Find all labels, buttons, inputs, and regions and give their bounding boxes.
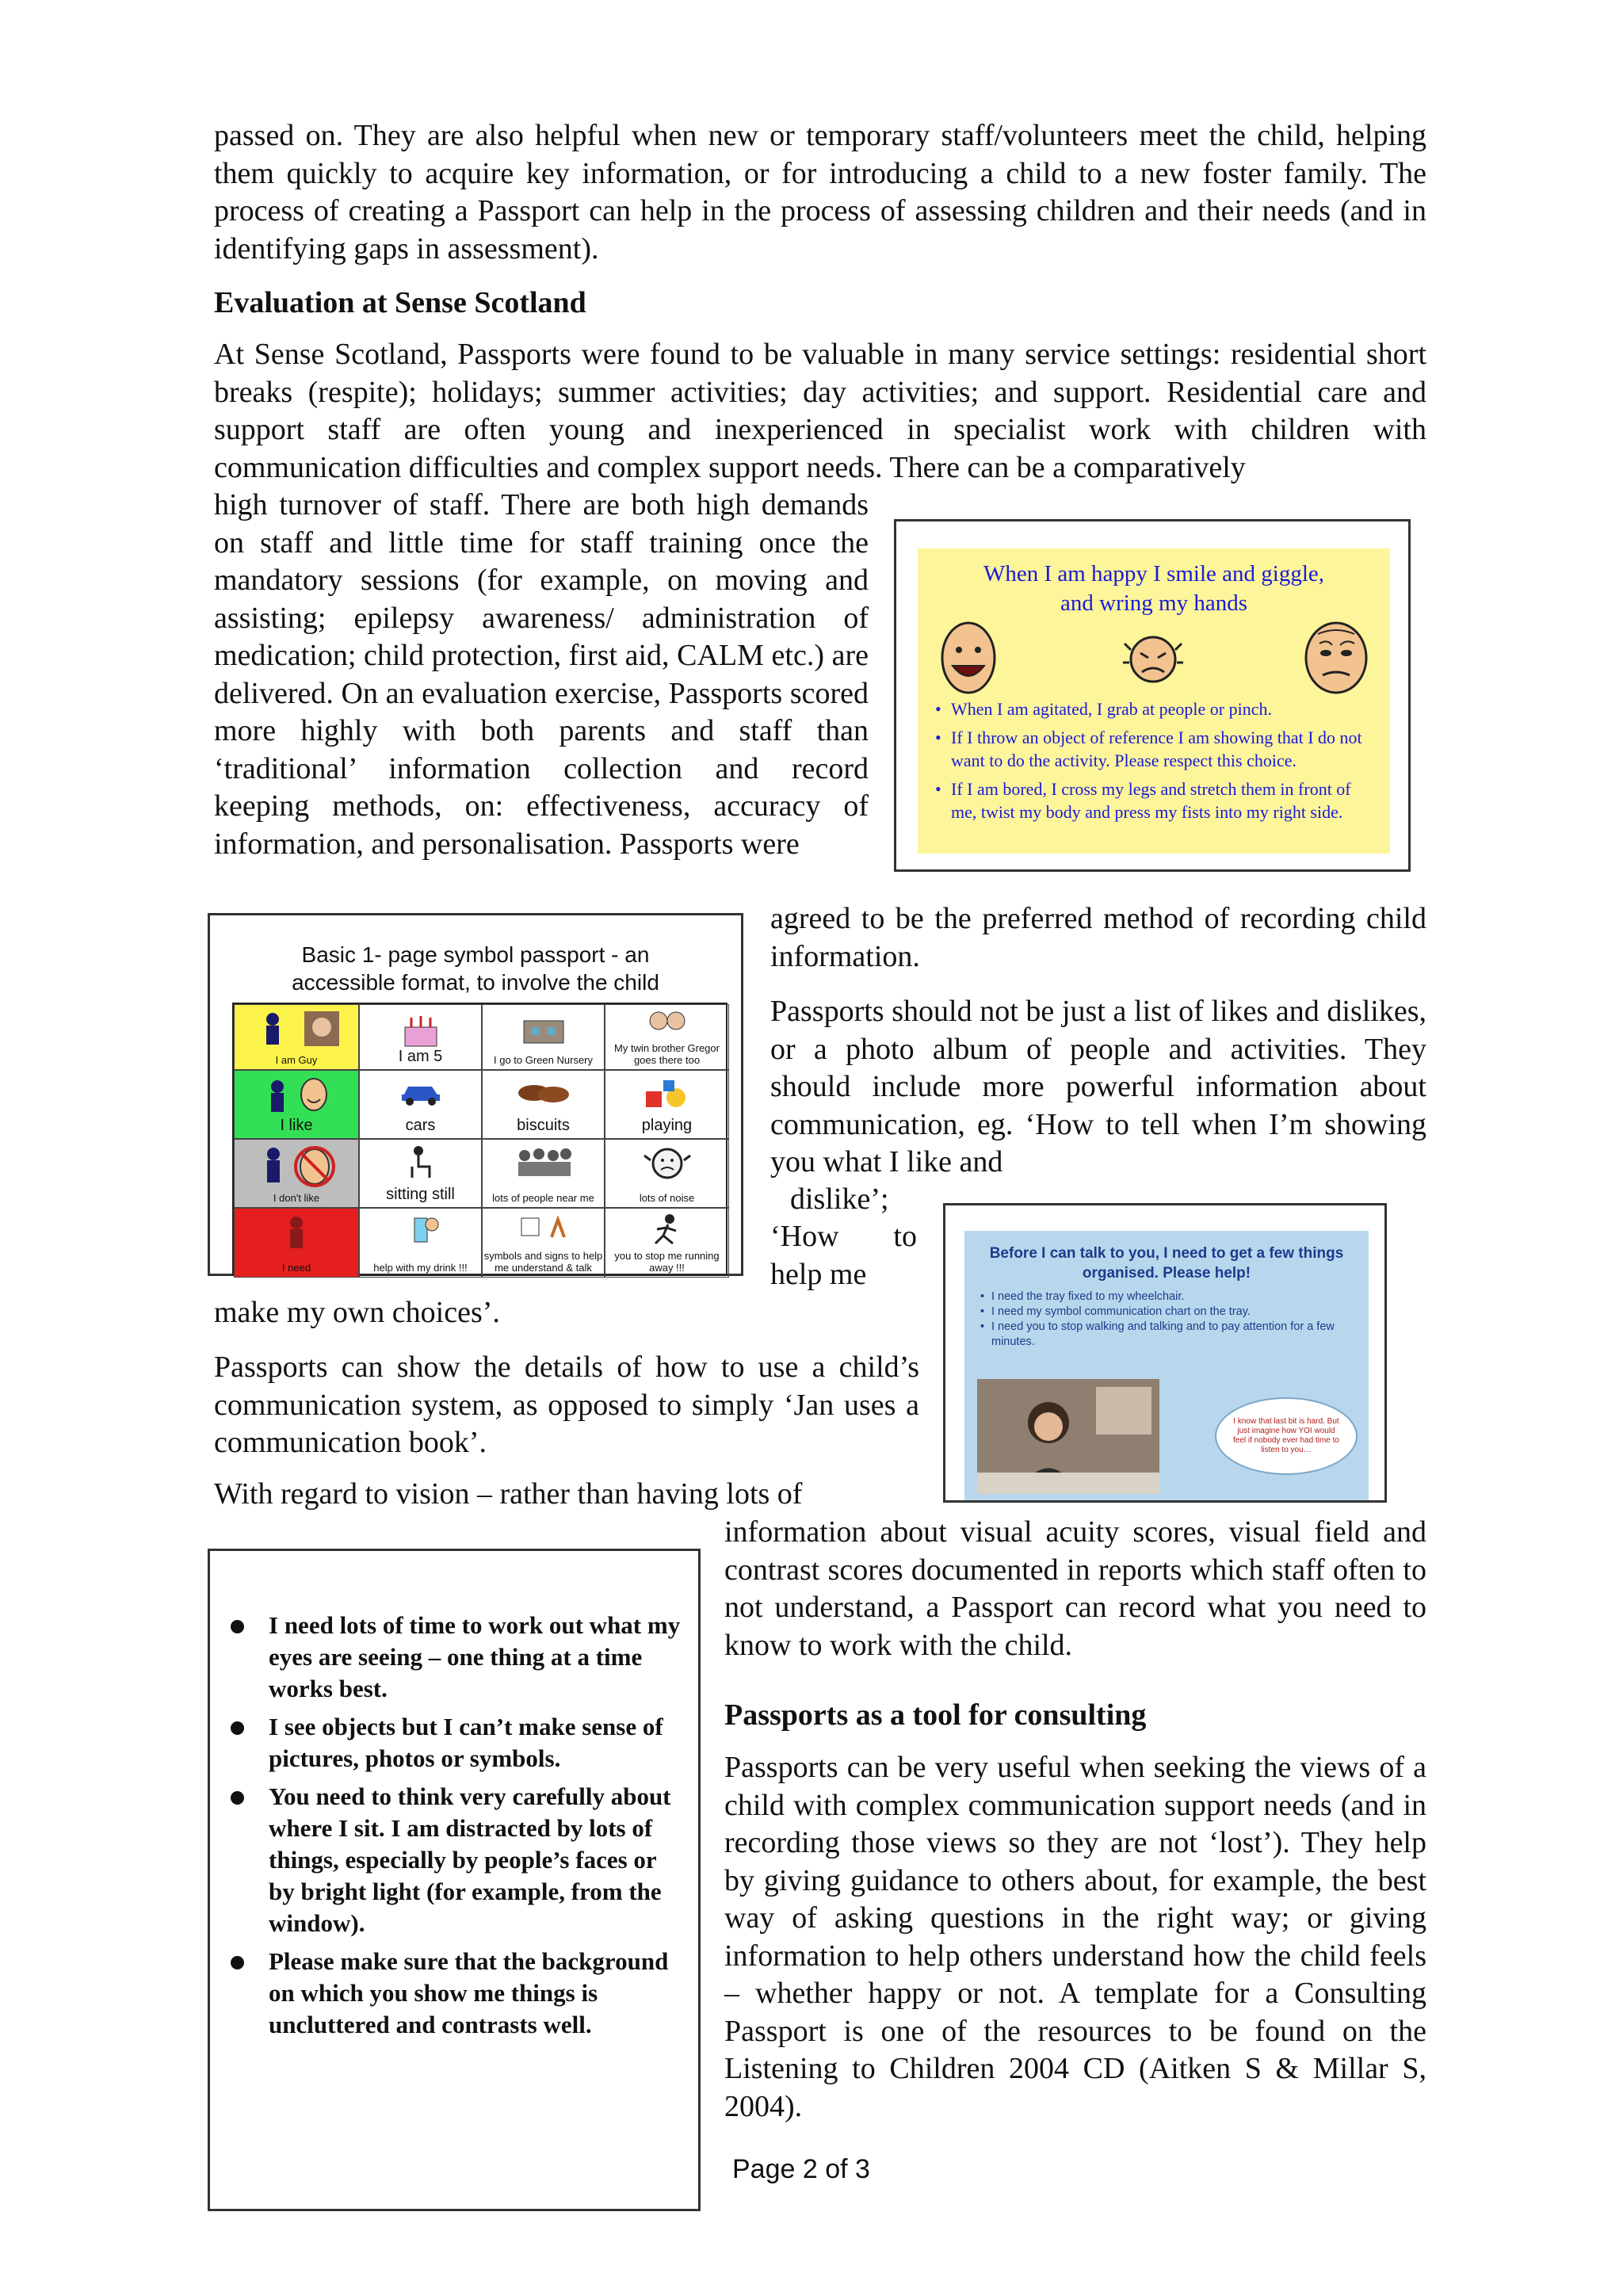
happy-title-line2: and wring my hands [1060,590,1247,616]
symbol-cell [605,1004,729,1070]
intro-paragraph: passed on. They are also helpful when new or temporary staff/volunteers meet the child, helping them quickly to acquire key information, or for introducing a child to a new foster family. The process of creating a Passport can help in the process of assessing children and their needs (and in identifying gaps in assessment). [214,119,1426,266]
happy-bullet: • If I throw an object of reference I am showing that I do not want to do the activity. Please respect this choice. [934,726,1377,772]
cell-label: symbols and signs to help me understand & talk [483,1250,603,1274]
happy-behaviour-box [894,519,1411,872]
signs-icon [512,1213,575,1245]
heading-evaluation: Evaluation at Sense Scotland [214,286,586,319]
cell-label: My twin brother Gregor goes there too [614,1042,720,1066]
symbol-cell [359,1139,482,1208]
nursery-building-icon [516,1010,571,1049]
likes-paragraph-4: make my own choices’. [214,1296,500,1329]
vision-bullet: I need lots of time to work out what my eyes are seeing – one thing at a time works best. [218,1610,685,1705]
birthday-cake-icon [397,1010,445,1049]
vision-bullet: I see objects but I can’t make sense of pictures, photos or symbols. [218,1711,685,1775]
symbol-cell [359,1208,482,1278]
likes-paragraph: Passports should not be just a list of likes and dislikes, or a photo album of people and activities. They should include more powerful information about communication, eg. ‘How to tell when I’m showing you what I like and [770,995,1426,1179]
cell-label: I need [281,1262,311,1274]
cell-label: playing [641,1117,693,1134]
symbol-passport-box [208,913,743,1276]
biscuits-icon [512,1075,575,1107]
cell-label: lots of noise [639,1192,695,1204]
before-bullet: • I need the tray fixed to my wheelchair. [979,1289,1359,1305]
symbol-cell [605,1208,729,1278]
symbol-passport-caption [210,941,741,996]
caption-line1: Basic 1- page symbol passport - an [301,942,650,967]
bored-face-icon [1302,618,1370,694]
happy-box-bullets [934,697,1377,829]
vision-paragraph-2: information about visual acuity scores, visual field and contrast scores documented in reports which staff often to not understand, a Passport can record what you need to know to work with the child. [724,1515,1426,1662]
consulting-paragraph: Passports can be very useful when seeking the views of a child with complex communication support needs (and in recording those views so they are not ‘lost’). They help by giving guidance to others about, for example, the best way of asking questions in the right way; or giving information to help others understand how the child feels – whether happy or not. A template for a Consulting Passport is one of the resources to be found on the Listening to Children 2004 CD (Aitken S & Millar S, 2004). [724,1751,1426,2123]
thought-cloud: I know that last bit is hard. But just imagine how YOI would feel if nobody ever had time to listen to you… [1215,1397,1358,1475]
symbol-cell [482,1004,605,1070]
drink-icon [397,1213,445,1250]
cell-label: sitting still [386,1186,455,1203]
toys-icon [640,1075,695,1110]
happy-bullet: • When I am agitated, I grab at people or pinch. [934,697,1377,720]
cell-label: I don't like [273,1192,320,1204]
vision-bullet: You need to think very carefully about where I sit. I am distracted by lots of things, especially by people’s faces or by bright light (for example, from the window). [218,1781,685,1939]
before-box-bullets [979,1289,1359,1350]
cell-label: biscuits [517,1117,570,1134]
sitting-icon [401,1144,441,1179]
caption-line2: accessible format, to involve the child [292,970,659,995]
vision-needs-box [208,1549,701,2211]
running-icon [647,1213,687,1248]
cell-label: I am 5 [398,1048,443,1065]
heading-consulting: Passports as a tool for consulting [724,1698,1147,1732]
symbol-cell [605,1139,729,1208]
symbol-cell [482,1208,605,1278]
vision-bullet: Please make sure that the background on which you show me things is uncluttered and contrasts well. [218,1946,685,2041]
likes-paragraph-2: dislike’; [790,1182,889,1216]
vision-paragraph-1: With regard to vision – rather than having lots of [214,1477,803,1511]
happy-bullet: • If I am bored, I cross my legs and stretch them in front of me, twist my body and press my fists into my right side. [934,777,1377,823]
person-icon [249,1010,344,1049]
cell-label: lots of people near me [492,1192,594,1204]
happy-title-line1: When I am happy I smile and giggle, [983,561,1325,586]
symbol-grid [232,1003,727,1276]
system-paragraph: Passports can show the details of how to use a child’s communication system, as opposed to simply ‘Jan uses a communication book’. [214,1350,919,1459]
symbol-cell [605,1070,729,1139]
cell-label: you to stop me running away !!! [614,1250,720,1274]
like-face-icon [257,1075,336,1115]
noise-face-icon [640,1144,695,1184]
need-icon [273,1213,320,1253]
symbol-cell [359,1004,482,1070]
before-box-panel [964,1231,1369,1500]
crowd-icon [512,1144,575,1179]
happy-face-icon [940,621,997,694]
happy-box-panel [918,548,1390,854]
dont-like-icon [253,1144,340,1189]
before-box-title: Before I can talk to you, I need to get a few things organised. Please help! [989,1245,1344,1282]
before-bullet: • I need you to stop walking and talking and to pay attention for a few minutes. [979,1320,1359,1350]
cell-label: I like [280,1117,313,1134]
child-photo-illustration [977,1379,1159,1494]
agitated-face-icon [1120,628,1186,691]
page-number: Page 2 of 3 [732,2154,870,2184]
child-photo [977,1379,1159,1494]
evaluation-paragraph-right: agreed to be the preferred method of recording child information. [770,902,1426,973]
cell-label: help with my drink !!! [373,1262,468,1274]
evaluation-paragraph-top: At Sense Scotland, Passports were found to be valuable in many service settings: residential short breaks (respite); holidays; summer activities; day activities; and support. Residential care and support staff are often young and inexperienced in specialist work with children with communication difficulties and complex support needs. There can be a comparatively [214,338,1426,484]
symbol-cell [359,1070,482,1139]
symbol-cell [234,1208,359,1278]
evaluation-paragraph-left: high turnover of staff. There are both high demands on staff and little time for staff training once the mandatory sessions (for example, on moving and assisting; epilepsy awareness/ administration of medication; child protection, first aid, CALM etc.) are delivered. On an evaluation exercise, Passports scored more highly with both parents and staff than ‘traditional’ information collection and record keeping methods, on: effectiveness, accuracy of information, and personalisation. Passports were [214,488,869,861]
happy-box-title [918,560,1390,618]
symbol-cell [234,1139,359,1208]
cell-label: cars [405,1117,436,1134]
cell-label: I go to Green Nursery [494,1054,593,1066]
likes-paragraph-3: ‘How to help me [770,1220,917,1291]
car-icon [397,1075,445,1107]
symbol-cell [482,1070,605,1139]
symbol-cell [482,1139,605,1208]
symbol-cell [234,1070,359,1139]
symbol-cell [234,1004,359,1070]
cell-label: I am Guy [275,1054,318,1066]
vision-bullets [218,1610,685,2047]
before-i-can-talk-box [943,1203,1387,1503]
before-bullet: • I need my symbol communication chart on the tray. [979,1305,1359,1320]
twin-brother-icon [640,1010,695,1041]
